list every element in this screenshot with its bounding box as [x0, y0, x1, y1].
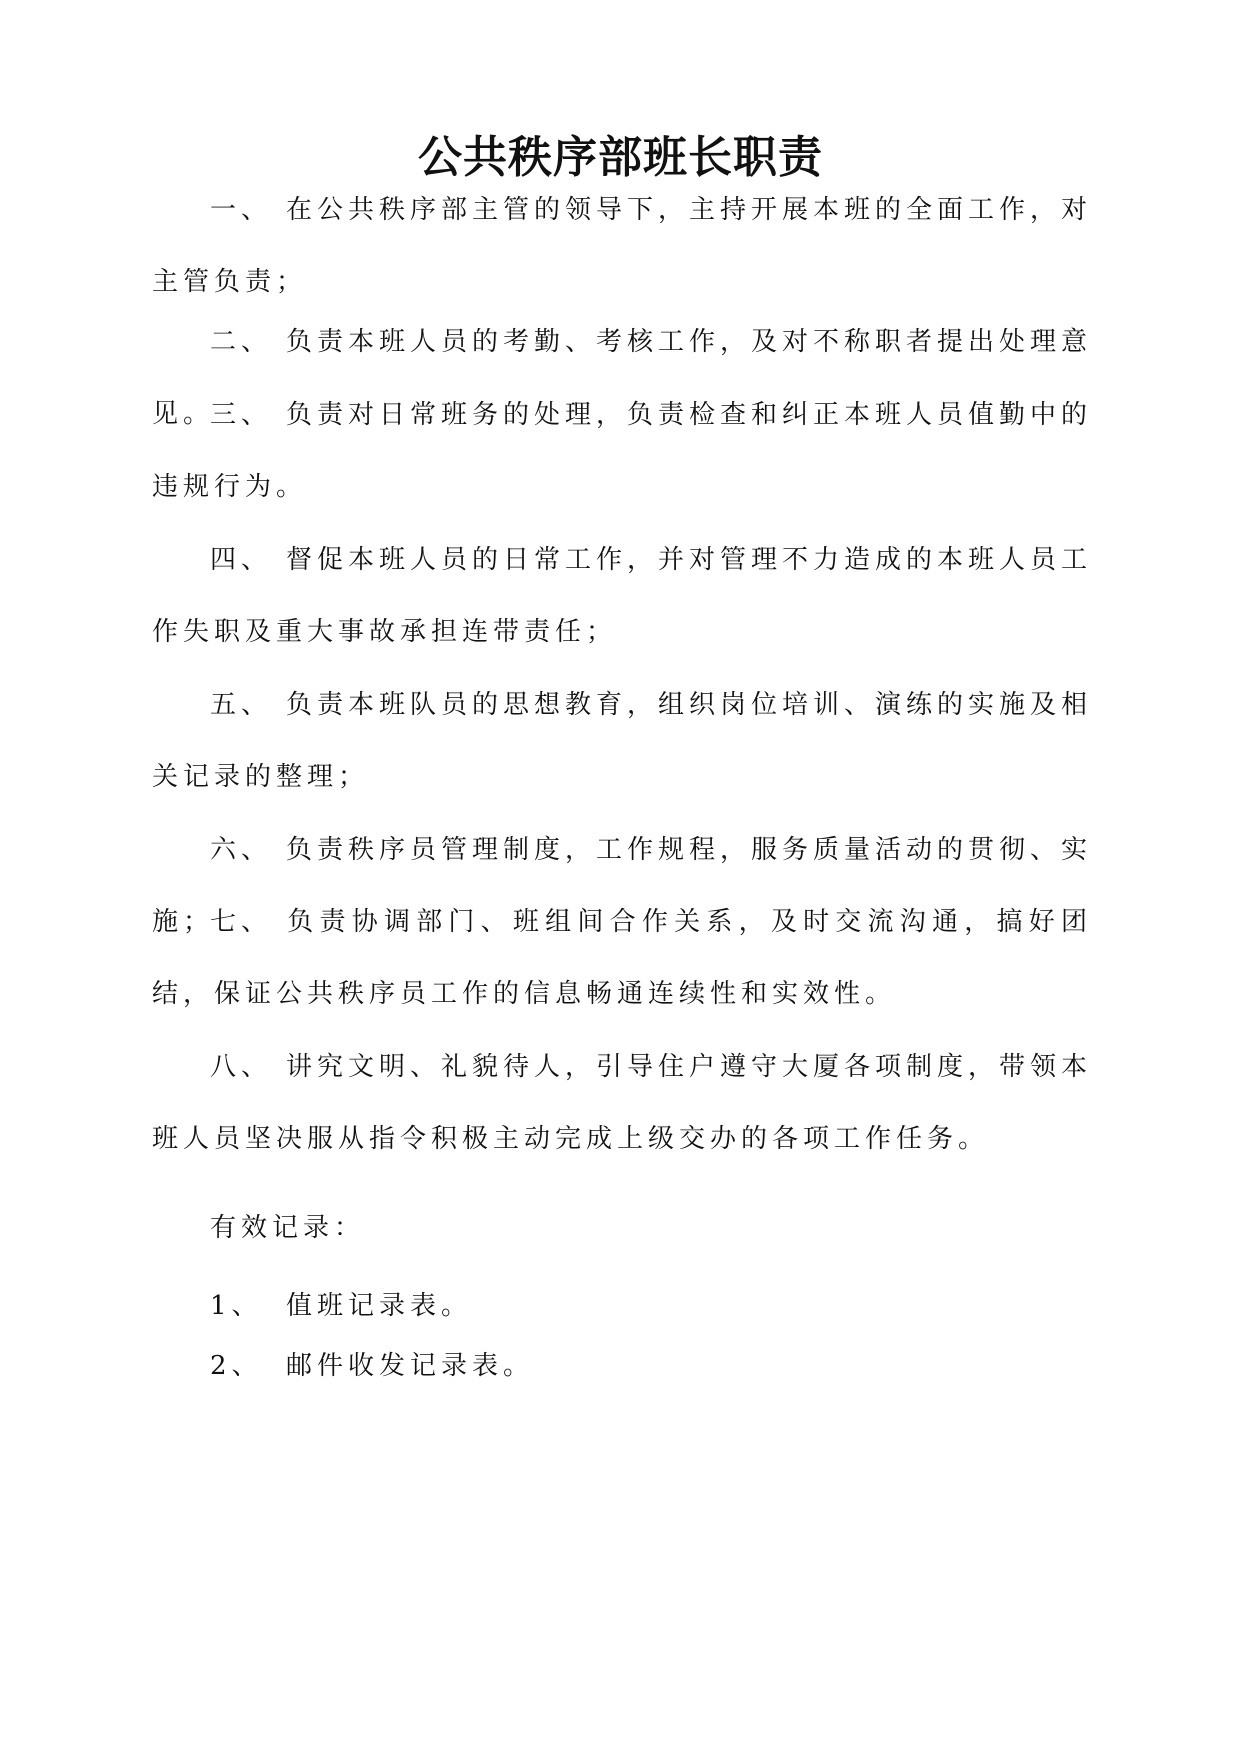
clause-text: 讲究文明、礼貌待人，引导住户遵守大厦各项制度，带领本班人员坚决服从指令积极主动完成上级交办的各项工作任务。 — [152, 1052, 1093, 1154]
document-title: 公共秩序部班长职责 — [418, 132, 823, 183]
clause-text: 负责协调部门、班组间合作关系，及时交流沟通，搞好团结，保证公共秩序员工作的信息畅通连续性和实效性。 — [152, 907, 1092, 1009]
clause-8 — [152, 1031, 1092, 1175]
clause-5 — [152, 669, 1092, 813]
clause-number: 三、 — [210, 400, 273, 430]
clause-text: 在公共秩序部主管的领导下，主持开展本班的全面工作，对主管负责； — [152, 195, 1093, 297]
clause-number: 二、 — [210, 327, 273, 357]
record-item-2 — [210, 1346, 1090, 1386]
records-heading: 有效记录： — [210, 1213, 366, 1243]
clause-text: 负责对日常班务的处理，负责检查和纠正本班人员值勤中的违规行为。 — [152, 400, 1093, 502]
clause-number: 一、 — [210, 195, 273, 225]
clause-number: 五、 — [210, 690, 273, 720]
clause-number: 七、 — [210, 907, 273, 937]
clause-text: 负责秩序员管理制度，工作规程，服务质量活动的贯彻、实施； — [152, 835, 1093, 937]
clause-4 — [152, 524, 1092, 668]
clause-text: 负责本班人员的考勤、考核工作，及对不称职者提出处理意见。 — [152, 327, 1093, 429]
record-number: 1、 — [210, 1291, 263, 1321]
record-number: 2、 — [210, 1351, 263, 1381]
clause-3 — [152, 379, 1092, 523]
clause-number: 六、 — [210, 835, 273, 865]
record-text: 值班记录表。 — [286, 1291, 473, 1321]
record-text: 邮件收发记录表。 — [286, 1351, 535, 1381]
record-item-1 — [210, 1286, 1090, 1326]
clause-1 — [152, 174, 1092, 318]
clause-text: 督促本班人员的日常工作，并对管理不力造成的本班人员工作失职及重大事故承担连带责任； — [152, 545, 1093, 647]
clause-number: 四、 — [210, 545, 273, 575]
clause-number: 八、 — [210, 1052, 273, 1082]
clause-text: 负责本班队员的思想教育，组织岗位培训、演练的实施及相关记录的整理； — [152, 690, 1093, 792]
clause-7 — [152, 886, 1092, 1030]
